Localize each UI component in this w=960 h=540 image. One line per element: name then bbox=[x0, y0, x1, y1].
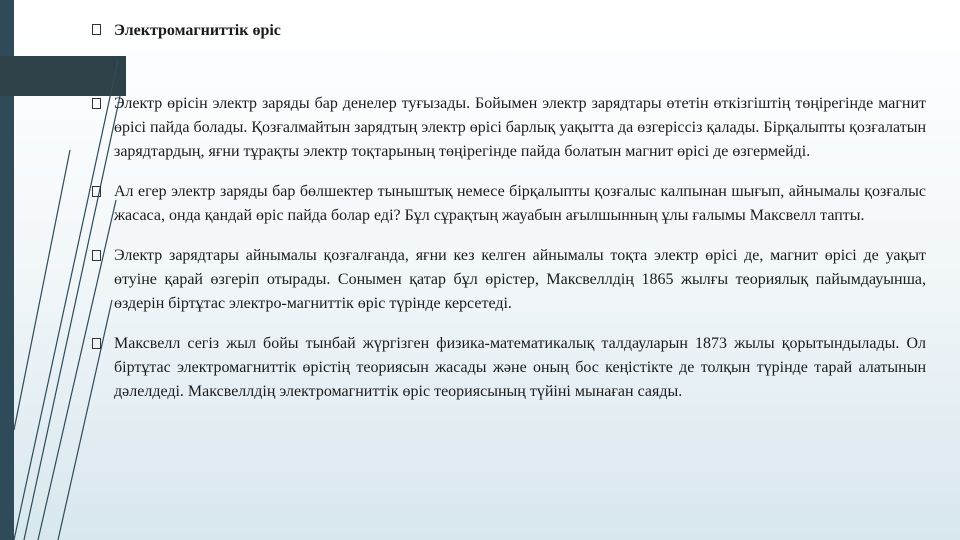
paragraph-item bbox=[92, 244, 926, 316]
slide-content bbox=[92, 18, 926, 420]
paragraph-text: Электр зарядтары айнымалы қозғалғанда, яғни кез келген айнымалы тоқта электр өрісі де, магнит өрісі де уақыт өтуіне қарай өзгеріп отырады. Сонымен қатар бұл өрістер, Максвеллдің 1865 жылғы теориялық пайымдауынша, өздерін біртұтас электро-магниттік өріс түрінде керсетеді. bbox=[114, 247, 926, 312]
paragraph-text: Ал егер электр заряды бар бөлшектер тыныштық немесе бірқалыпты қозғалыс калпынан шығып, айнымалы қозғалыс жасаса, онда қандай өріс пайда болар еді? Бұл сұрақтың жауабын ағылшынның ұлы ғалымы Максвелл тапты. bbox=[114, 183, 926, 224]
slide-heading: Электромагниттік өріс bbox=[114, 22, 281, 39]
paragraph-item bbox=[92, 180, 926, 228]
paragraph-item bbox=[92, 92, 926, 164]
paragraph-text: Максвелл сегіз жыл бойы тынбай жүргізген физика-математикалық талдауларын 1873 жылы қорытындылады. Ол біртұтас электромагниттік өрістің теориясын жасады және оның бос кеңістікте де толқын түрінде тарай алатынын дәлелдеді. Максвеллдің электромагниттік өріс теориясының түйіні мынаған саяды. bbox=[114, 335, 926, 400]
paragraph-item bbox=[92, 332, 926, 404]
square-bullet-icon bbox=[92, 98, 102, 110]
square-bullet-icon bbox=[92, 186, 102, 198]
square-bullet-icon bbox=[92, 250, 102, 262]
square-bullet-icon bbox=[92, 24, 102, 36]
heading-item bbox=[92, 18, 926, 44]
square-bullet-icon bbox=[92, 338, 102, 350]
paragraph-text: Электр өрісін электр заряды бар денелер туғызады. Бойымен электр зарядтары өтетін өткізгіштің төңірегінде магнит өрісі пайда болады. Қозғалмайтын зарядтың электр өрісі барлық уақытта да өзгеріссіз қалады. Бірқалыпты қозғалатын зарядтардың, яғни тұрақты электр тоқтарының төңірегінде пайда болатын магнит өрісі де өзгермейді. bbox=[114, 95, 926, 160]
